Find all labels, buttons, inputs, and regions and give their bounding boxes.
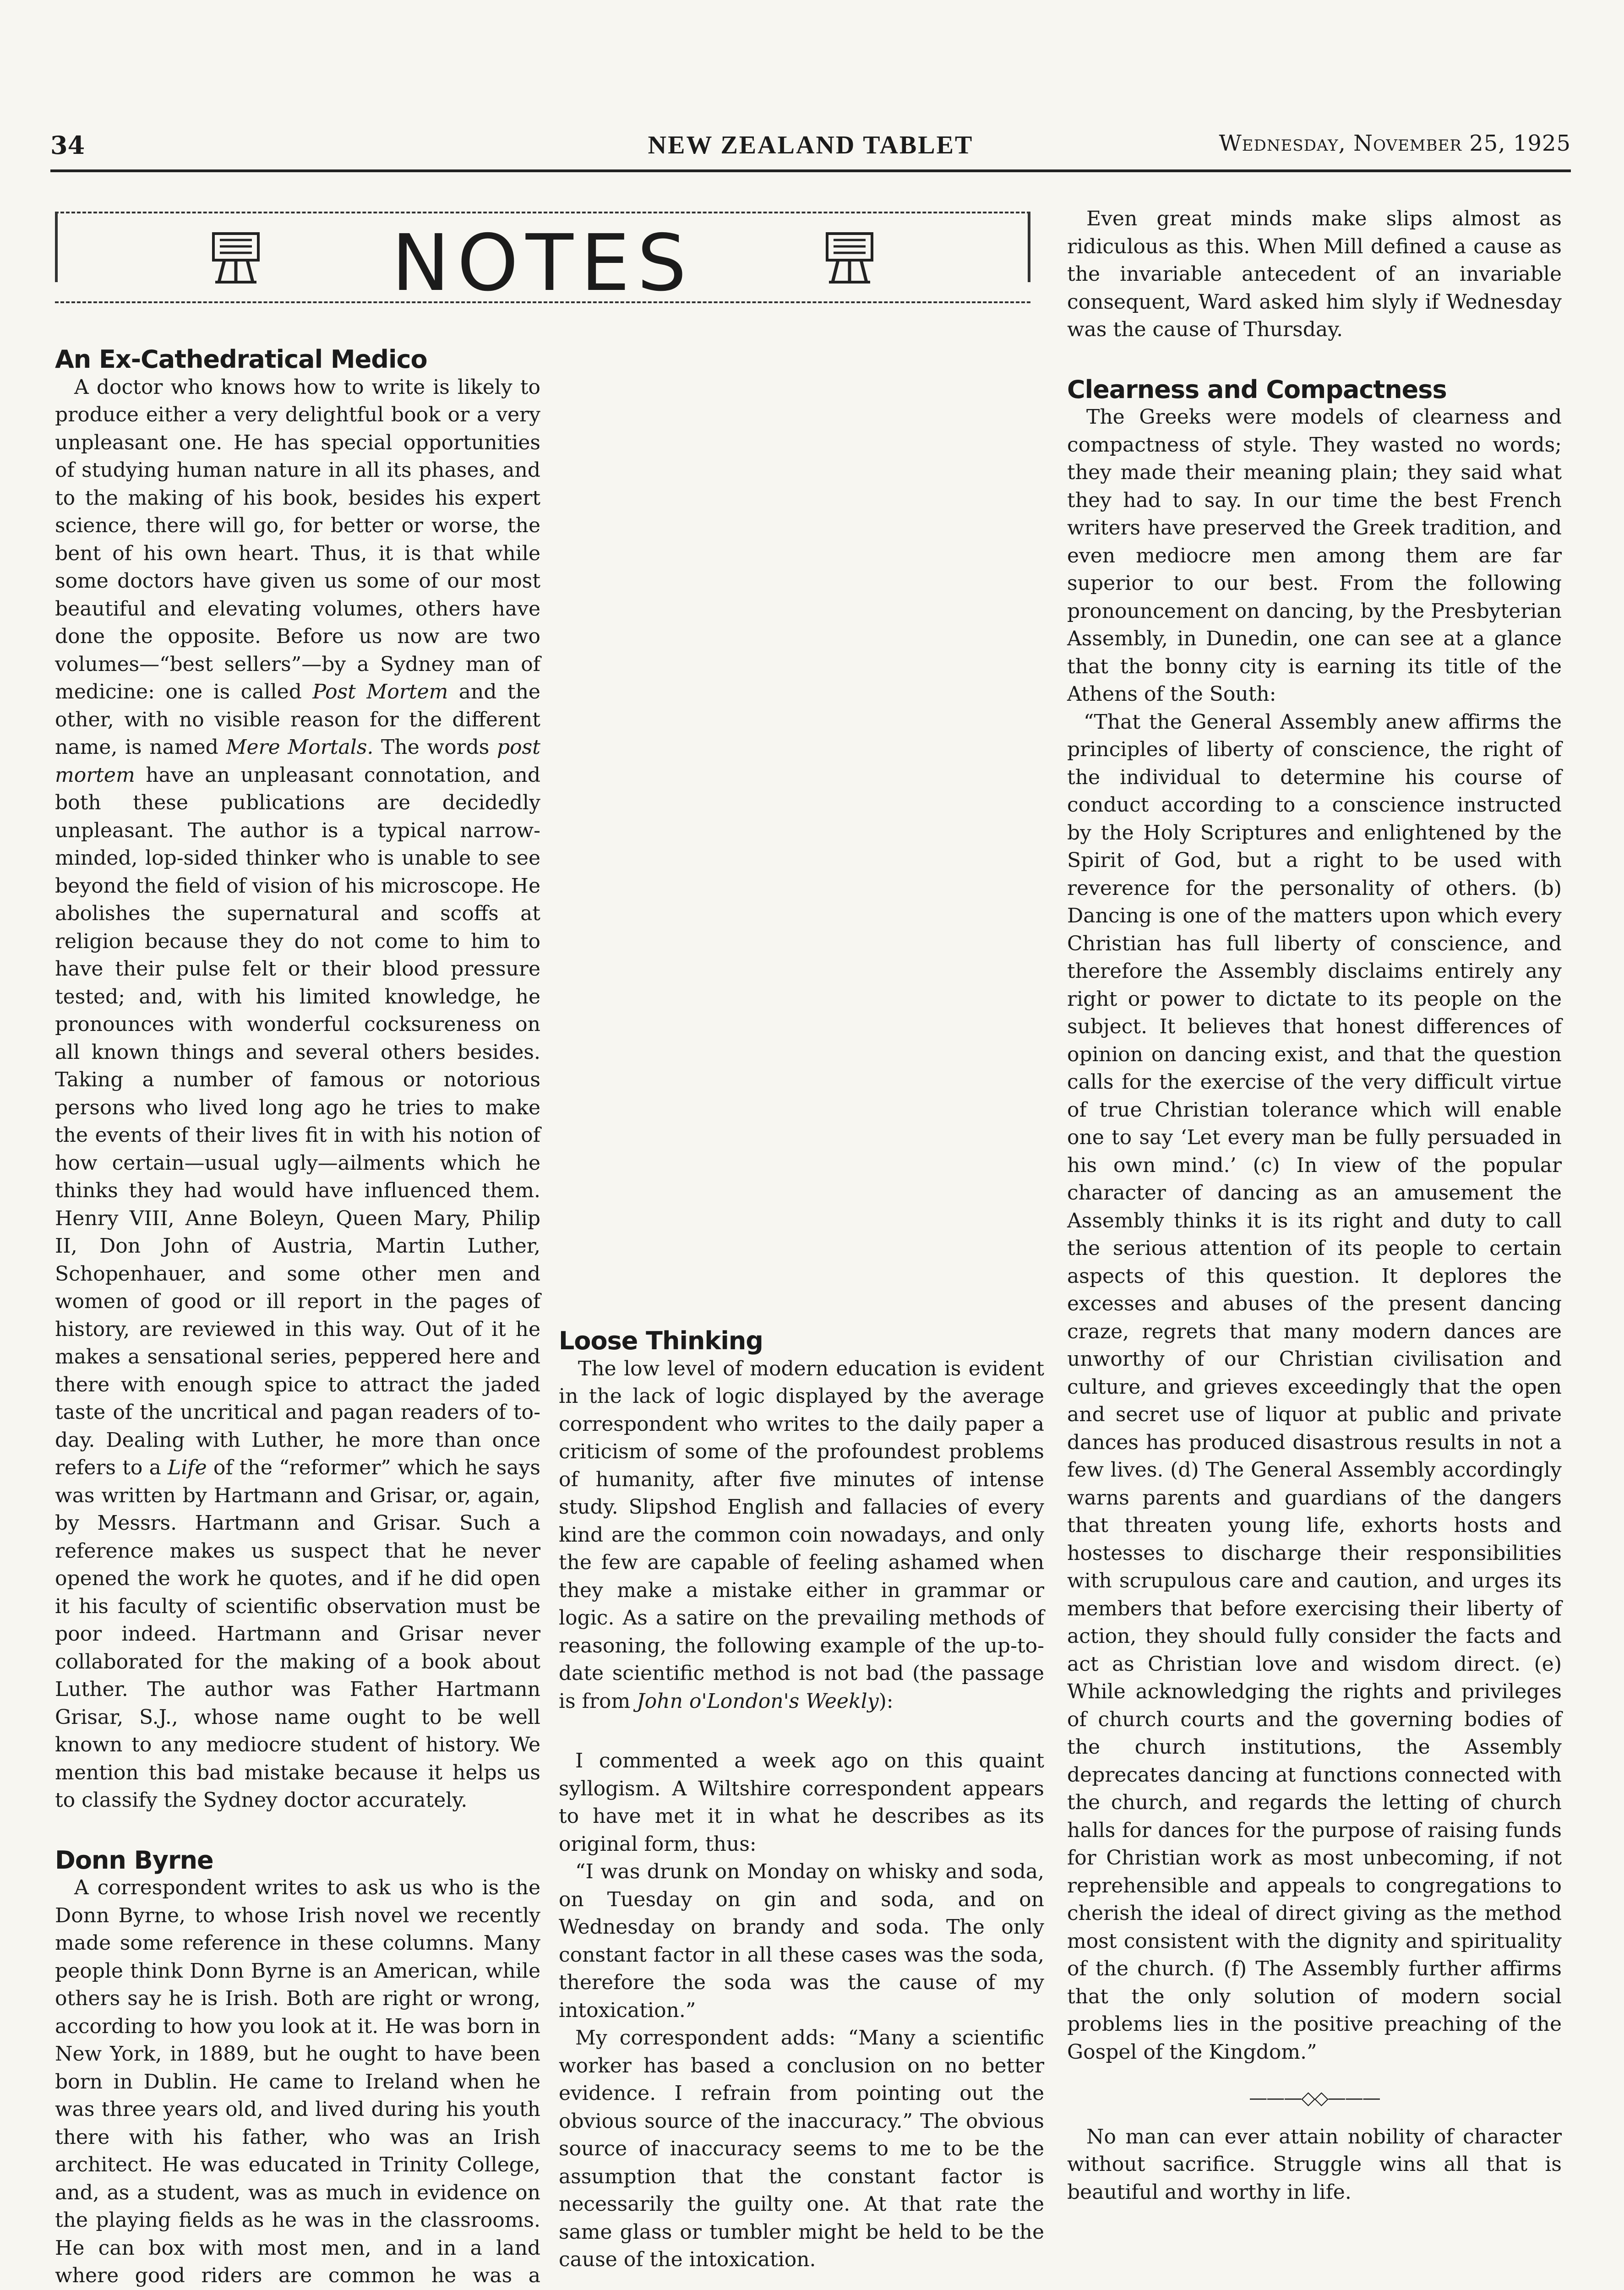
fleuron-ornament-icon [824, 231, 875, 286]
header-rule [50, 169, 1571, 172]
article-heading: Donn Byrne [55, 1845, 213, 1875]
quoted-paragraph: “That the General Assembly anew affirms the principles of liberty of conscience, the right of the individual to determine his course of conduct according to a conscience instructed by the Holy Scriptures and enlightened by the Spirit of God, but a right to be used with reverence for the personality of others. (b) Dancing is one of the matters upon which every Christian has full liberty of conscience, and therefore the Assembly disclaims entirely any right or power to dictate to its people on the subject. It believes that honest differences of opinion on dancing exist, and that the question calls for the exercise of the very difficult virtue of true Christian tolerance which will enable one to say ‘Let every man be fully persuaded in his own mind.’ (c) In view of the popular character of dancing as an amusement the Assembly thinks it is its right and duty to call the serious attention of its people to certain aspects of this question. It deplores the excesses and abuses of the present dancing craze, regrets that many modern dances are unworthy of our Christian civilisation and culture, and grieves exceedingly that the open and secret use of liquor at public and private dances has produced disastrous results in not a few lives. (d) The General Assembly accordingly warns parents and guardians of the dangers that threaten young life, exhorts hosts and hostesses to discharge their responsibilities with scrupulous care and caution, and urges its members that before exercising their liberty of action, they should fully consider the facts and act as Christian love and wisdom direct. (e) While acknowledging the rights and privileges of church courts and the governing bodies of the church institutions, the Assembly deprecates dancing at functions connected with the church, and regards the letting of church halls for dances for the purpose of raising funds for Christian work as most unbecoming, if not reprehensible and appeals to congregations to cherish the ideal of direct giving as the method most consistent with the dignity and spirituality of the church. (f) The Assembly further affirms that the only solution of modern social problems lies in the positive preaching of the Gospel of the Kingdom.” [1067, 710, 1562, 2064]
publication-title: NEW ZEALAND TABLET [648, 131, 974, 159]
section-divider: ———◇◇——— [1249, 2088, 1380, 2109]
quoted-paragraph: My correspondent adds: “Many a scientific worker has based a conclusion on no better evidence. I refrain from pointing out the obvious source of the inaccuracy.” The obvious source of inaccuracy seems to me to be the assumption that the constant factor is necessarily the guilty one. At that rate the same glass or tumbler might be held to be the cause of the intoxication. [559, 2026, 1044, 2271]
article-paragraph: The Greeks were models of clearness and compactness of style. They wasted no words; they made their meaning plain; they said what they had to say. In our time the best French writers have preserved the Greek tradition, and even mediocre men among them are far superior to our best. From the following pronouncement on dancing, by the Presbyterian Assembly, in Dunedin, one can see at a glance that the bonny city is earning its title of the Athens of the South: [1067, 405, 1562, 706]
article-paragraph: A doctor who knows how to write is likely to produce either a very delightful book or a very unpleasant one. He has special opportunities of studying human nature in all its phases, and to the making of his book, besides his expert science, there will go, for better or worse, the bent of his own heart. Thus, it is that while some doctors have given us some of our most beautiful and elevating volumes, others have done the opposite. Before us now are two volumes—“best sellers”—by a Sydney man of medicine: one is called Post Mortem and the other, with no visible reason for the different name, is named Mere Mortals. The words post mortem have an unpleasant connotation, and both these publications are decidedly unpleasant. The author is a typical narrow-minded, lop-sided thinker who is unable to see beyond the field of vision of his microscope. He abolishes the supernatural and scoffs at religion because they do not come to him to have their pulse felt or their blood pressure tested; and, with his limited knowledge, he pronounces with wonderful cocksureness on all known things and several others besides. Taking a number of famous or notorious persons who lived long ago he tries to make the events of their lives fit in with his notion of how certain—usual ugly—ailments which he thinks they had would have influenced them. Henry VIII, Anne Boleyn, Queen Mary, Philip II, Don John of Austria, Martin Luther, Schopenhauer, and some other men and women of good or ill report in the pages of history, are reviewed in this way. Out of it he makes a sensational series, peppered here and there with enough spice to attract the jaded taste of the uncritical and pagan readers of to-day. Dealing with Luther, he more than once refers to a Life of the “reformer” which he says was written by Hartmann and Grisar, or, again, by Messrs. Hartmann and Grisar. Such a reference makes us suspect that he never opened the work he quotes, and if he did open it his faculty of scientific observation must be poor indeed. Hartmann and Grisar never collaborated for the making of a book about Luther. The author was Father Hartmann Grisar, S.J., whose name ought to be well known to any mediocre student of history. We mention this bad mistake because it helps us to classify the Sydney doctor accurately. [55, 375, 540, 1812]
quoted-paragraph: I commented a week ago on this quaint syllogism. A Wiltshire correspondent appears to have met it in what he describes as its original form, thus: [559, 1749, 1044, 1856]
page-number: 34 [50, 131, 85, 160]
article-paragraph: A correspondent writes to ask us who is the Donn Byrne, to whose Irish novel we recently made some reference in these columns. Many people think Donn Byrne is an American, while others say he is Irish. Both are right or wrong, according to how you look at it. He was born in New York, in 1889, but he ought to have been born in Dublin. He came to Ireland when he was three years old, and lived during his youth there with his father, who was an Irish architect. He was educated in Trinity College, and, as a student, was as much in evidence on the playing fields as he was in the classrooms. He can box with most men, and in a land where good riders are common he was a [55, 1876, 540, 2287]
column-2 [559, 343, 1044, 2274]
issue-date: Wednesday, November 25, 1925 [1219, 131, 1571, 156]
article-paragraph: Even great minds make slips almost as ridiculous as this. When Mill defined a cause as the invariable antecedent of an invariable consequent, Ward asked him slyly if Wednesday was the cause of Thursday. [1067, 207, 1562, 341]
filler-paragraph: No man can ever attain nobility of character without sacrifice. Struggle wins all that is beautiful and worthy in life. [1067, 2125, 1562, 2204]
quoted-paragraph: “I was drunk on Monday on whisky and soda, on Tuesday on gin and soda, and on Wednesday on brandy and soda. The only constant factor in all these cases was the soda, therefore the soda was the cause of my intoxication.” [559, 1860, 1044, 2022]
article-paragraph: The low level of modern education is evident in the lack of logic displayed by the average correspondent who writes to the daily paper a criticism of some of the profoundest problems of humanity, after five minutes of intense study. Slipshod English and fallacies of every kind are the common coin nowadays, and only the few are capable of feeling ashamed when they make a mistake either in grammar or logic. As a satire on the prevailing methods of reasoning, the following example of the up-to-date scientific method is not bad (the passage is from John o'London's Weekly): [559, 1357, 1044, 1713]
column-3 [1067, 205, 1562, 2206]
notes-banner [55, 212, 1030, 331]
column-1 [55, 346, 540, 2290]
section-title: NOTES [391, 218, 694, 309]
running-head [50, 131, 1571, 167]
article-heading: Clearness and Compactness [1067, 375, 1447, 404]
article-heading: Loose Thinking [559, 1326, 763, 1355]
article-heading: An Ex-Cathedratical Medico [55, 345, 427, 374]
